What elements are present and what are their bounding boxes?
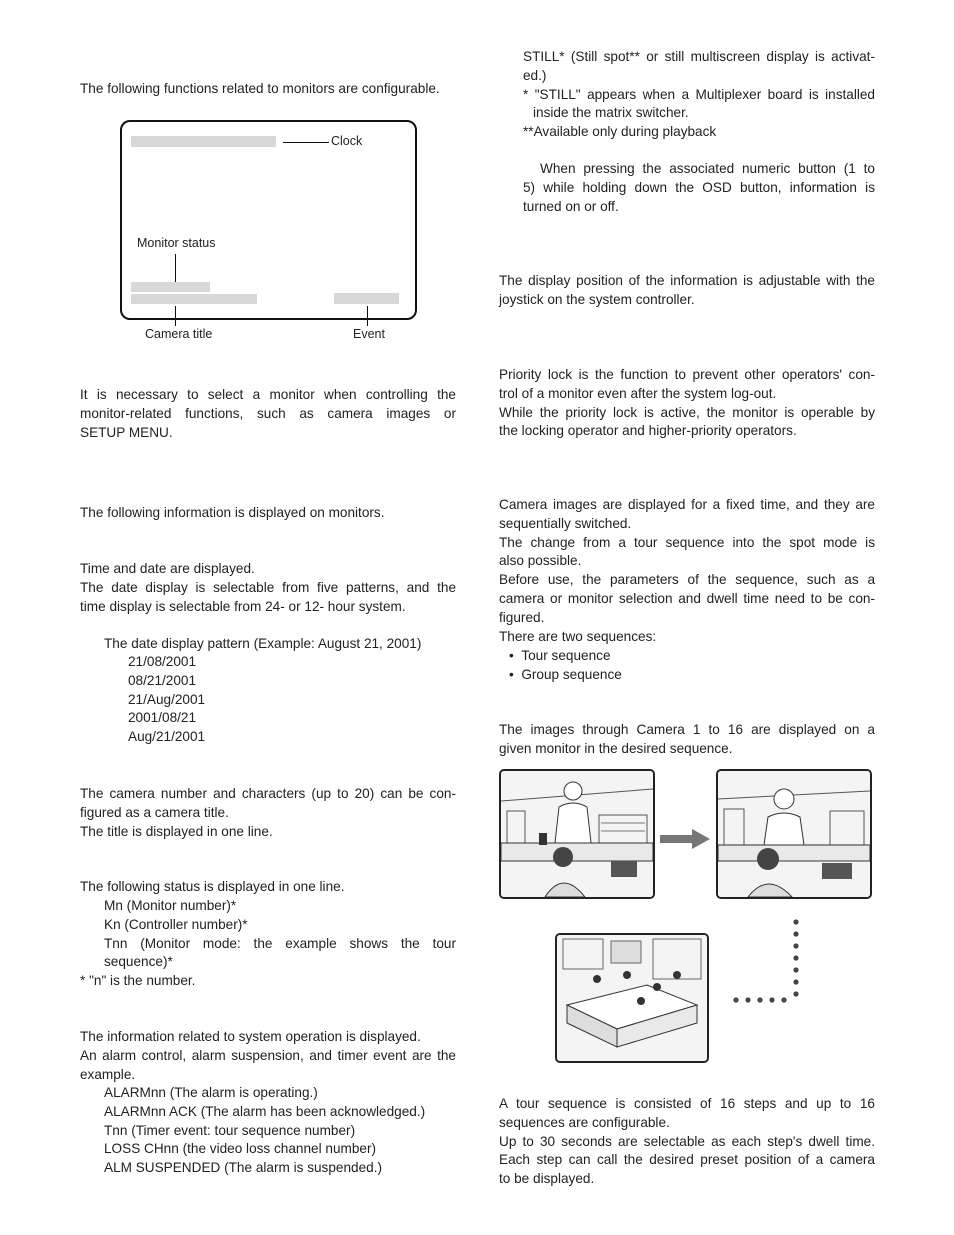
camera-title-bar xyxy=(131,294,257,304)
status-list xyxy=(104,897,456,972)
status-note: * "n" is the number. xyxy=(80,973,196,988)
event-bar xyxy=(334,293,399,304)
monitor-status-bar xyxy=(131,282,210,292)
office-scene-illustration xyxy=(501,771,653,897)
camera-title-label: Camera title xyxy=(145,327,213,341)
arrow-right-icon xyxy=(660,828,710,850)
sequence-text: Camera images are displayed for a fixed time, and they are sequentially switched. The change from a tour sequence into the spot mode is also possible. Before use, the parameters of the sequence, such as a camera or monitor selection and dwell time need to be con- figured. There are two sequences: xyxy=(499,497,875,644)
sequence-list xyxy=(509,647,809,685)
office-overview-illustration xyxy=(557,935,707,1061)
list-item: ALARMnn (The alarm is operating.) xyxy=(104,1085,318,1100)
priority-lock-text: Priority lock is the function to prevent other operators' con- trol of a monitor even after the system log-out. While the priority lock is active, the monitor is operable by the locking operator and higher-priority operators. xyxy=(499,367,875,439)
list-item: sequence)* xyxy=(104,954,173,970)
list-item: Aug/21/2001 xyxy=(128,729,206,745)
monitor-status-leader xyxy=(175,254,176,283)
event-text: The information related to system operation is displayed. An alarm control, alarm suspension, and timer event are the example. xyxy=(80,1029,456,1082)
list-item: 21/08/2001 xyxy=(128,654,197,669)
event-leader xyxy=(367,306,368,326)
office-scene-illustration xyxy=(718,771,870,897)
tour-steps-text: A tour sequence is consisted of 16 steps and up to 16 sequences are configurable. Up to 30 seconds are selectable as each step's dwell time. Each step can call the desired preset position of a camera to be displayed. xyxy=(499,1096,875,1187)
date-pattern-title: The date display pattern (Example: August 21, 2001) xyxy=(104,636,422,651)
list-item: Mn (Monitor number)* xyxy=(104,898,237,913)
list-item: Kn (Controller number)* xyxy=(104,916,248,932)
continuation-dots-icon xyxy=(728,916,804,1006)
list-item: Tnn (Monitor mode: the example shows the tour xyxy=(104,935,456,951)
event-label: Event xyxy=(353,327,385,341)
list-item: 21/Aug/2001 xyxy=(128,691,206,707)
camera-image-3 xyxy=(555,933,709,1063)
still-note: STILL* (Still spot** or still multiscreen display is activat- ed.) * "STILL" appears when a Multiplexer board is installed inside the matrix switcher. **Available only during playback xyxy=(523,49,875,140)
clock-bar xyxy=(131,136,276,147)
monitor-diagram xyxy=(120,120,417,320)
list-item: Tnn (Timer event: tour sequence number) xyxy=(104,1122,356,1138)
clock-leader-line xyxy=(283,142,329,143)
status-intro: The following status is displayed in one line. xyxy=(80,879,345,894)
monitor-functions-intro: The following functions related to monitors are configurable. xyxy=(80,81,440,96)
monitor-status-label: Monitor status xyxy=(137,236,216,250)
tour-sequence-text: The images through Camera 1 to 16 are displayed on a given monitor in the desired sequence. xyxy=(499,722,875,756)
event-list xyxy=(104,1084,456,1178)
osd-text: When pressing the associated numeric button (1 to 5) while holding down the OSD button, information is turned on or off. xyxy=(523,161,875,214)
list-item: 2001/08/21 xyxy=(128,710,197,726)
position-text: The display position of the information is adjustable with the joystick on the system controller. xyxy=(499,273,875,307)
info-displayed-text: The following information is displayed on monitors. xyxy=(80,505,385,520)
date-pattern-list xyxy=(128,653,328,747)
camera-title-text: The camera number and characters (up to 20) can be con- figured as a camera title. The title is displayed in one line. xyxy=(80,786,456,839)
list-item: • Group sequence xyxy=(509,666,622,682)
camera-image-1 xyxy=(499,769,655,899)
list-item: ALM SUSPENDED (The alarm is suspended.) xyxy=(104,1160,383,1176)
camera-image-2 xyxy=(716,769,872,899)
list-item: • Tour sequence xyxy=(509,648,611,663)
list-item: 08/21/2001 xyxy=(128,672,197,688)
list-item: ALARMnn ACK (The alarm has been acknowledged.) xyxy=(104,1103,426,1119)
clock-label: Clock xyxy=(331,134,363,148)
time-date-text: Time and date are displayed. The date display is selectable from five patterns, and the time display is selectable from 24- or 12- hour system. xyxy=(80,561,456,614)
select-monitor-text: It is necessary to select a monitor when controlling the monitor-related functions, such as camera images or SETUP MENU. xyxy=(80,387,456,440)
list-item: LOSS CHnn (the video loss channel number) xyxy=(104,1141,377,1157)
camera-title-leader xyxy=(175,306,176,326)
